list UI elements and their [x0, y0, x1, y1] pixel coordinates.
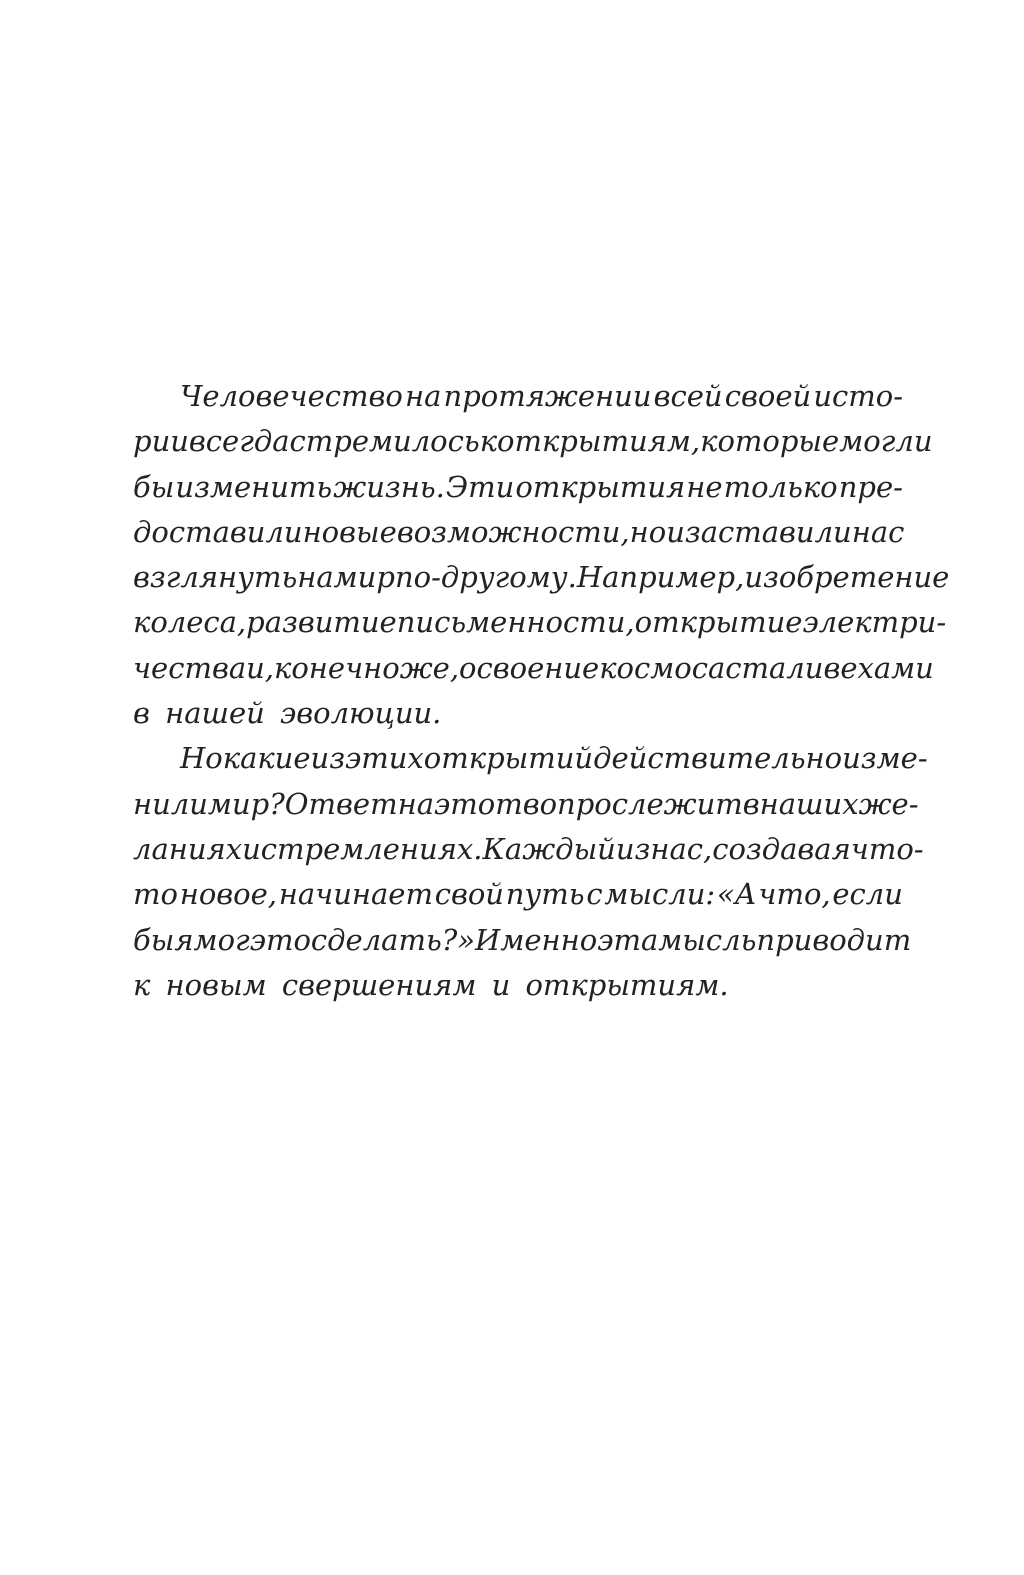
text-line: [133, 736, 928, 781]
word: «А: [716, 877, 757, 912]
word: но: [629, 514, 667, 549]
word: Человечество: [180, 379, 403, 413]
text-line: [133, 782, 919, 827]
text-line: [133, 918, 912, 963]
word: возможности,: [396, 514, 630, 549]
word: вопрос: [522, 786, 628, 821]
word: могли: [839, 424, 933, 459]
text-line: [133, 510, 903, 555]
word: изме-: [842, 741, 928, 776]
word: открытие: [634, 605, 803, 640]
word: открытий: [423, 741, 594, 776]
word: сделать?»: [310, 922, 476, 957]
word: лежит: [627, 786, 743, 821]
word: если: [832, 877, 903, 912]
word: то: [133, 877, 178, 912]
word: космоса: [599, 650, 726, 685]
word: чества: [133, 650, 247, 685]
text-line: [133, 419, 933, 464]
word: наших: [759, 786, 859, 821]
word: всегда: [188, 424, 290, 459]
word: Но: [180, 741, 223, 776]
word: же,: [399, 650, 460, 685]
word: письменности,: [396, 605, 635, 640]
word: какие: [222, 741, 311, 776]
word: приводит: [756, 922, 912, 957]
word: это: [249, 922, 311, 957]
word: действительно: [593, 741, 843, 776]
word: колеса,: [133, 605, 247, 640]
word: стремлениях.: [260, 831, 483, 866]
word: я: [174, 922, 194, 957]
word: к: [479, 424, 498, 459]
word: что,: [758, 877, 831, 912]
word: эта: [597, 922, 659, 957]
word: нас: [851, 514, 905, 549]
word: и,: [246, 650, 275, 685]
text-line: [133, 646, 934, 691]
word: новое,: [179, 877, 278, 912]
word: не: [686, 469, 723, 504]
word: из: [310, 741, 346, 776]
body-text: [133, 374, 950, 1008]
word: всей: [653, 379, 723, 413]
text-line: в нашей эволюции.: [133, 696, 442, 731]
word: Эти: [445, 469, 515, 504]
text-line: [133, 827, 924, 872]
word: и: [242, 831, 261, 866]
word: на: [404, 379, 442, 413]
text-line: к новым свершениям и открытиям.: [133, 967, 729, 1002]
word: свой: [434, 877, 504, 912]
word: Например,: [576, 560, 745, 595]
word: своей: [724, 379, 812, 413]
word: с: [586, 877, 603, 912]
word: заставили: [684, 514, 852, 549]
word: которые: [700, 424, 840, 459]
word: Каждый: [482, 831, 616, 866]
word: мог: [193, 922, 250, 957]
word: стремилось: [289, 424, 480, 459]
word: мысли:: [604, 877, 716, 912]
text-line: [133, 374, 903, 419]
word: новые: [302, 514, 397, 549]
word: взглянуть: [133, 560, 298, 595]
paragraph-2: [133, 736, 928, 1008]
word: жизнь.: [333, 469, 445, 504]
word: рии: [133, 424, 189, 459]
word: изобретение: [744, 560, 950, 595]
word: вехами: [823, 650, 934, 685]
word: создавая: [712, 831, 851, 866]
text-line: [133, 555, 950, 600]
word: развитие: [246, 605, 397, 640]
word: нас,: [650, 831, 713, 866]
word: стали: [725, 650, 824, 685]
word: бы: [133, 922, 175, 957]
word: протяжении: [443, 379, 652, 413]
text-line: [133, 600, 947, 645]
word: нили: [133, 786, 208, 821]
word: изменить: [175, 469, 333, 504]
word: мир?: [207, 786, 285, 821]
word: на: [397, 786, 434, 821]
text-line: [133, 465, 903, 510]
word: открытия: [515, 469, 686, 504]
word: путь: [505, 877, 585, 912]
word: начинает: [278, 877, 433, 912]
word: мысль: [658, 922, 757, 957]
word: Ответ: [284, 786, 398, 821]
word: ланиях: [133, 831, 243, 866]
word: доставили: [133, 514, 303, 549]
word: пре-: [838, 469, 903, 504]
word: и: [666, 514, 685, 549]
word: только: [723, 469, 838, 504]
word: открытиям,: [497, 424, 701, 459]
word: этот: [434, 786, 523, 821]
word: Именно: [475, 922, 598, 957]
word: электри-: [802, 605, 947, 640]
word: исто-: [813, 379, 903, 413]
word: этих: [345, 741, 424, 776]
paragraph-1: [133, 374, 950, 736]
word: что-: [850, 831, 924, 866]
word: на: [297, 560, 334, 595]
word: мир: [333, 560, 395, 595]
word: же-: [858, 786, 919, 821]
word: конечно: [274, 650, 400, 685]
word: из: [615, 831, 651, 866]
word: освоение: [459, 650, 600, 685]
text-line: [133, 872, 903, 917]
word: по-другому.: [394, 560, 577, 595]
word: в: [742, 786, 760, 821]
word: бы: [133, 469, 175, 504]
